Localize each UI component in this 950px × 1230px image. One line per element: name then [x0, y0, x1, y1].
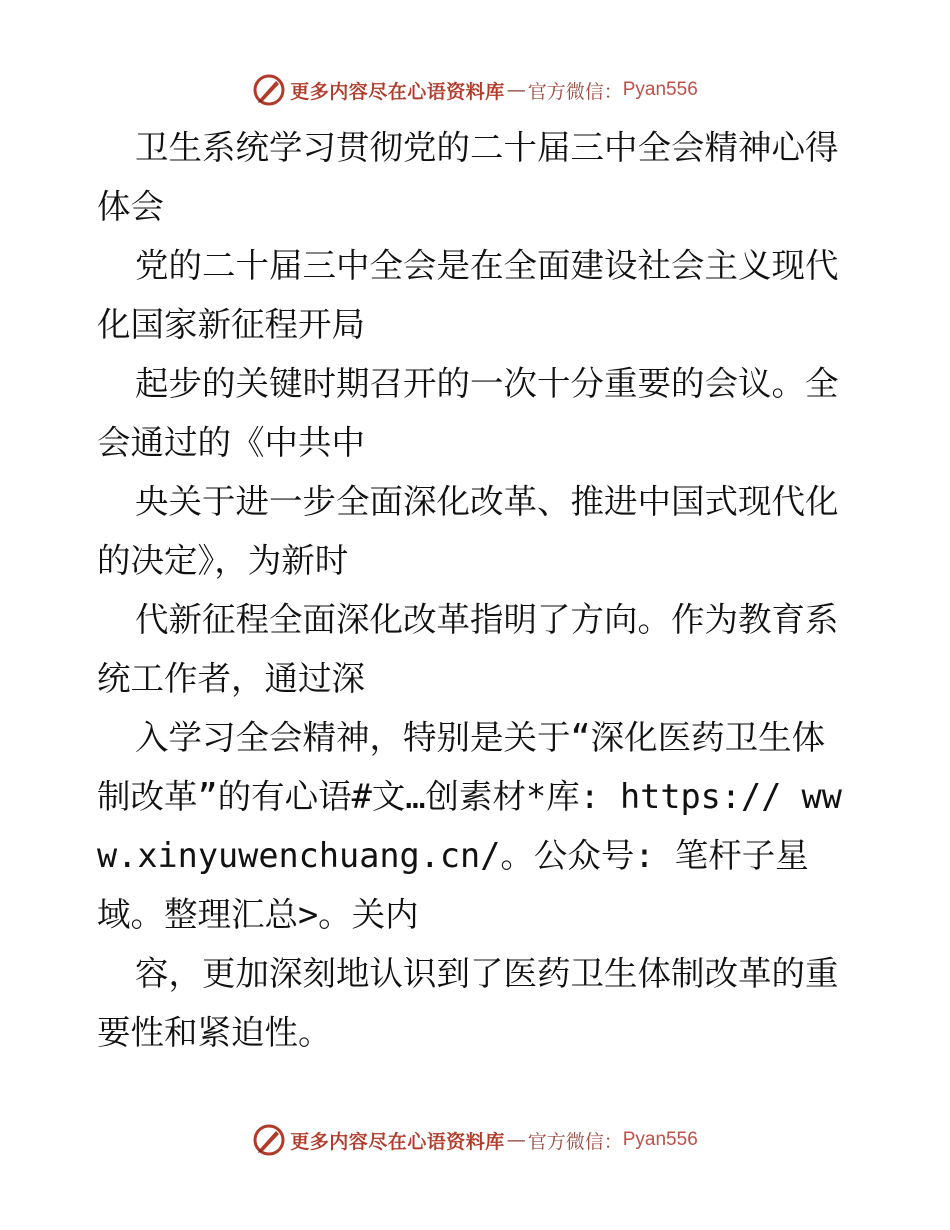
paragraph-3: 央关于进一步全面深化改革、推进中国式现代化的决定》，为新时: [97, 482, 839, 580]
header-banner-separator: —: [506, 79, 526, 101]
footer-banner-separator: —: [506, 1129, 526, 1151]
footer-banner-content: [252, 1123, 698, 1157]
paragraph-1: 党的二十届三中全会是在全面建设社会主义现代化国家新征程开局: [97, 246, 839, 344]
paragraph-5: 入学习全会精神，特别是关于“深化医药卫生体制改革”的有心语#文…创素材*库: https:// www.xinyuwenchuang.cn/。公众号: 笔杆子星域。整理汇总>。关内: [97, 718, 842, 934]
footer-banner-title: 更多内容尽在心语资料库: [290, 1130, 505, 1153]
document-title: 卫生系统学习贯彻党的二十届三中全会精神心得体会: [97, 128, 839, 226]
header-banner-id: Pyan556: [622, 79, 698, 100]
quill-logo-icon: [252, 1123, 286, 1157]
header-banner-title: 更多内容尽在心语资料库: [290, 80, 505, 103]
footer-banner-id: Pyan556: [622, 1129, 698, 1150]
header-banner-label: 官方微信：: [527, 80, 623, 103]
header-banner-content: [252, 73, 698, 107]
quill-logo-icon: [252, 73, 286, 107]
header-banner: [0, 70, 950, 110]
footer-banner: [0, 1120, 950, 1160]
document-body: [97, 118, 857, 1062]
paragraph-4: 代新征程全面深化改革指明了方向。作为教育系统工作者，通过深: [97, 600, 839, 698]
paragraph-2: 起步的关键时期召开的一次十分重要的会议。全会通过的《中共中: [97, 364, 839, 462]
paragraph-6: 容，更加深刻地认识到了医药卫生体制改革的重要性和紧迫性。: [97, 954, 839, 1052]
footer-banner-label: 官方微信：: [527, 1130, 623, 1153]
